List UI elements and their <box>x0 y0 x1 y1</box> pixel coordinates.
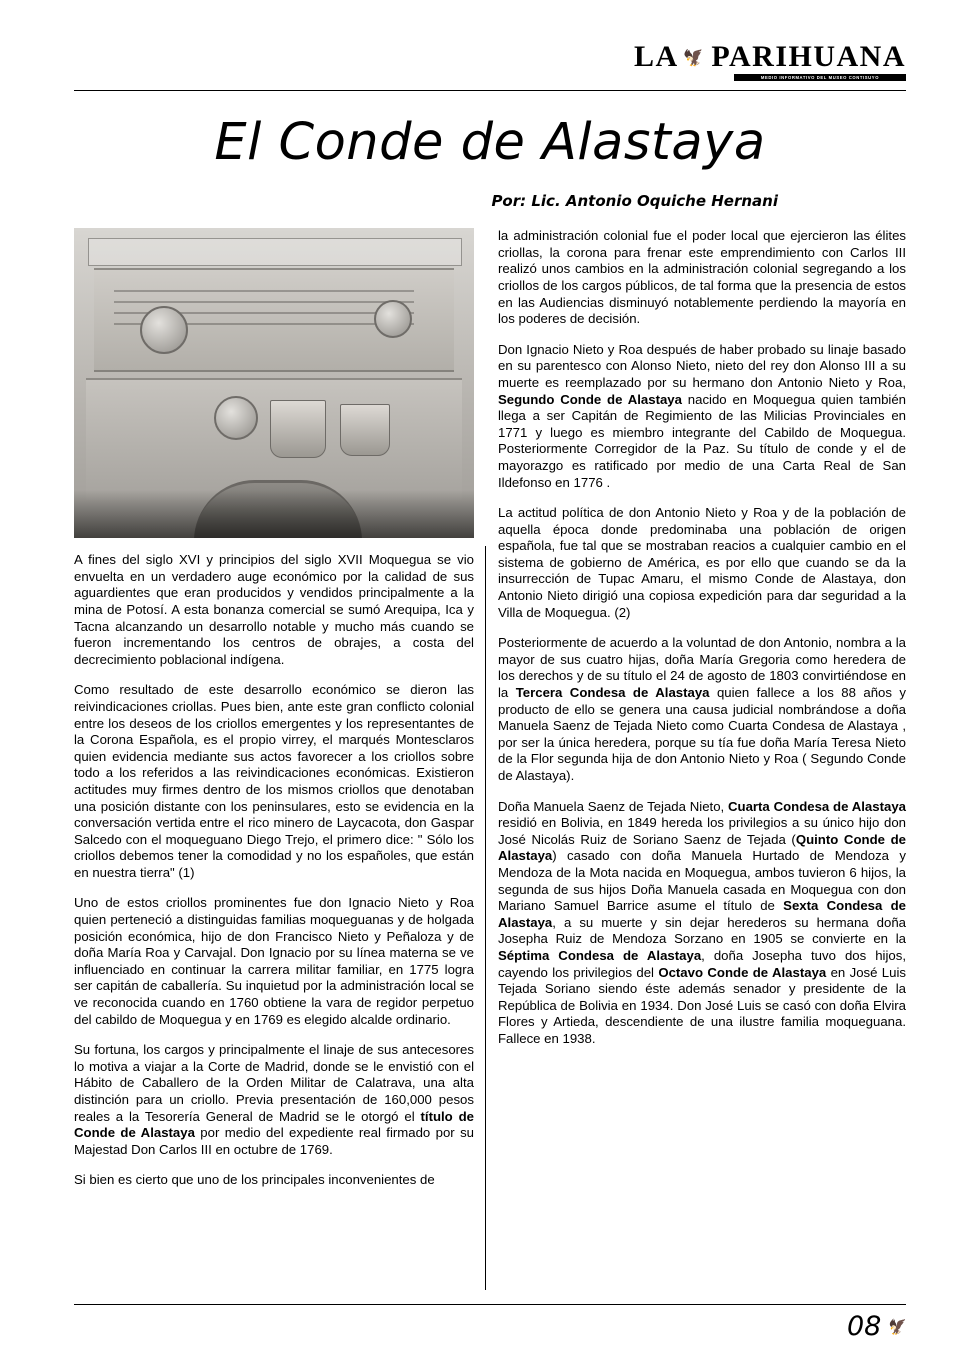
paragraph-bold-text: Sexta Condesa de Alastaya <box>498 898 906 930</box>
paragraph-text: Posteriormente de acuerdo a la voluntad de don Antonio, nombra a la mayor de sus cuatro hijas, doña María Gregoria como heredera de los derechos y de su título el 24 de agosto de 1803 convirtiéndose en la <box>498 635 906 701</box>
page-number: 08 <box>846 1311 882 1342</box>
paragraph: la administración colonial fue el poder local que ejercieron las élites criollas, la corona para frenar este emprendimiento con Carlos III realizó unos cambios en la administración colonial segregando a los criollos de los cargos públicos, de tal forma que la presencia de estos en las Audiencias disminuyó notablemente perdiendo la mayoría en los poderes de decisión. <box>498 228 906 327</box>
paragraph-bold-text: Cuarta Condesa de Alastaya <box>728 798 906 814</box>
paragraph-text: Doña Manuela Saenz de Tejada Nieto, <box>498 798 728 814</box>
photo-stone-shape <box>88 238 462 266</box>
bird-icon: 🦅 <box>681 45 709 69</box>
photo-medallion-shape <box>374 300 412 338</box>
masthead <box>74 0 906 81</box>
photo-medallion-shape <box>140 306 188 354</box>
paragraph: Como resultado de este desarrollo económico se dieron las reivindicaciones criollas. Pues bien, ante este gran conflicto colonial entre los deseos de los criollos emergentes y los representantes de la Corona Española, es el propio virrey, el marqués Montesclaros quien evidencia mediante sus actos favorecer a los criollos sobre todo a los referidos a las reivindicaciones económicas. Existieron actitudes muy firmes dentro de los mismos criollos que denotaban una posición distante con los peninsulares, esto se evidencia en la conversación vertida entre el rico minero de Laycacota, don Gaspar Salcedo con el moqueguano Diego Trejo, el primero dice: " Sólo los criollos debemos tener la comodidad y no los españoles, que están en nuestra tierra" (1) <box>74 682 474 880</box>
logo-subtitle: MEDIO INFORMATIVO DEL MUSEO CONTISUYO <box>734 74 906 81</box>
photo-shadow <box>74 490 474 538</box>
paragraph-bold-text: Séptima Condesa de Alastaya <box>498 947 702 963</box>
left-column <box>74 228 474 1203</box>
paragraph-text: quien fallece a los 88 años y producto de ello se genera una causa judicial nombrándose a doña Manuela Saenz de Tejada Nieto como Cuarta Condesa de Alastaya , por ser la única heredera, porque su tía fue doña María Teresa Nieto de la Flor segunda hija de don Antonio Nieto y Roa ( Segundo Conde de Alastaya). <box>498 685 906 784</box>
paragraph-text: residió en Bolivia, en 1849 hereda los privilegios a su único hijo don José Nicolás Ruiz de Soriano Saenz de Tejada ( <box>498 815 906 847</box>
page-number-block <box>74 1311 906 1342</box>
article-title: El Conde de Alastaya <box>214 113 766 173</box>
paragraph-bold-text: Tercera Condesa de Alastaya <box>515 685 710 701</box>
paragraph-text: ) casado con doña Manuela Hurtado de Mendoza y Mendoza de la Mota nacida en Moquegua, ambos tuvieron 6 hijos, la segunda de sus hijos Doña Manuela casada en Moquegua con don Mariano Samuel Barrice asume el título de <box>498 848 906 914</box>
article-photo <box>74 228 474 538</box>
paragraph <box>498 635 906 784</box>
article-byline: Por: Lic. Antonio Oquiche Hernani <box>491 192 778 211</box>
paragraph: Si bien es cierto que uno de los principales inconvenientes de <box>74 1172 435 1188</box>
paragraph-text: por medio del expediente real firmado por su Majestad Don Carlos III en octubre de 1769. <box>74 1125 474 1157</box>
logo-text-right: PARIHUANA <box>711 40 906 73</box>
paragraph: Uno de estos criollos prominentes fue don Ignacio Nieto y Roa quien perteneció a distinguidas familias moqueguanas y de holgada posición económica, hijo de don Francisco Nieto y Peñaloza y de doña María Roa y Carvajal. Don Ignacio por su línea materna se ve influenciado en continuar la carrera militar familiar, en 1775 logra ser capitán de caballería. Su inquietud por la administración local se ve reconocida cuando en 1760 obtiene la vara de regidor perpetuo del cabildo de Moquegua y en 1769 es elegido alcalde ordinario. <box>74 895 474 1027</box>
paragraph-text: nacido en Moquegua quien también llega a ser Capitán de Regimiento de las Milicias Provinciales en 1771 y luego es miembro integrante del Cabildo de Moquegua. Posteriormente Corregidor de la Paz. Su título de conde y el de mayorazgo es ratificado por medio de una Carta Real de San Ildefonso en 1776 . <box>498 391 907 490</box>
paragraph <box>74 1042 474 1158</box>
publication-logo <box>634 42 906 81</box>
photo-shield-shape <box>270 400 326 458</box>
paragraph-bold-text: Octavo Conde de Alastaya <box>658 964 827 980</box>
paragraph <box>498 799 906 1048</box>
paragraph-text: Don Ignacio Nieto y Roa después de haber probado su linaje basado en su parentesco con Alonso Nieto, nieto del rey don Alonso III a su muerte es reemplazado por su hermano don Antonio Nieto y Roa, <box>498 341 906 390</box>
paragraph-bold-text: Segundo Conde de Alastaya <box>498 391 682 407</box>
paragraph-text: , doña Josepha tuvo dos hijos, cayendo los privilegios del <box>498 947 906 980</box>
photo-shield-shape <box>340 404 390 456</box>
logo-wordmark <box>634 42 906 72</box>
photo-medallion-shape <box>214 396 258 440</box>
logo-text-left: LA <box>634 40 679 73</box>
paragraph-bold-text: título de Conde de Alastaya <box>74 1108 474 1141</box>
paragraph-text: , a su muerte y sin dejar herederos su hermana doña Josepha Ruiz de Mendoza Sorzano en 1905 se convierte en la <box>498 914 906 947</box>
paragraph-text: Su fortuna, los cargos y principalmente el linaje de sus antecesores lo motiva a viajar a la Corte de Madrid, donde se le envistió con el Hábito de Caballero de la Orden Militar de Calatrava, una alta distinción para un criollo. Previa presentación de 160,000 pesos reales a la Tesorería General de Madrid se le otorgó el <box>74 1042 474 1124</box>
footer-divider <box>74 1304 906 1305</box>
right-column <box>498 228 906 1061</box>
paragraph: A fines del siglo XVI y principios del siglo XVII Moquegua se vio envuelta en un verdadero auge económico por la calidad de sus aguardientes que eran producidos y vendidos principalmente a la mina de Potosí. A esta bonanza comercial se sumó Arequipa, Ica y Tacna alcanzando un desarrollo notable y mucho más cuando se fueron incrementando los centros de obrajes, a costa del decrecimiento poblacional indígena. <box>74 552 474 667</box>
bird-icon: 🦅 <box>885 1315 908 1338</box>
paragraph <box>498 342 906 491</box>
header-divider <box>74 90 906 91</box>
paragraph-text: en José Luis Tejada Soriano siendo éste además senador y presidente de la República de Bolivia en 1934. Don José Luis se casó con doña Elvira Flores y Artieda, descendiente de una ilustre familia moqueguana. Fallece en 1938. <box>498 964 906 1046</box>
page-footer <box>74 1304 906 1342</box>
paragraph: La actitud política de don Antonio Nieto y Roa y de la población de aquella época donde predominaba una población de origen española, fue tal que se mostraban reacios a cualquier cambio en el sistema de gobierno de América, es por ello que cuando se da la insurrección de Tupac Amaru, el mismo Conde de Alastaya, don Antonio Nieto dirigió una copiosa expedición para dar seguridad a la Villa de Moquegua. (2) <box>498 505 906 620</box>
column-divider <box>485 546 486 1290</box>
paragraph-bold-text: Quinto Conde de Alastaya <box>498 831 906 864</box>
